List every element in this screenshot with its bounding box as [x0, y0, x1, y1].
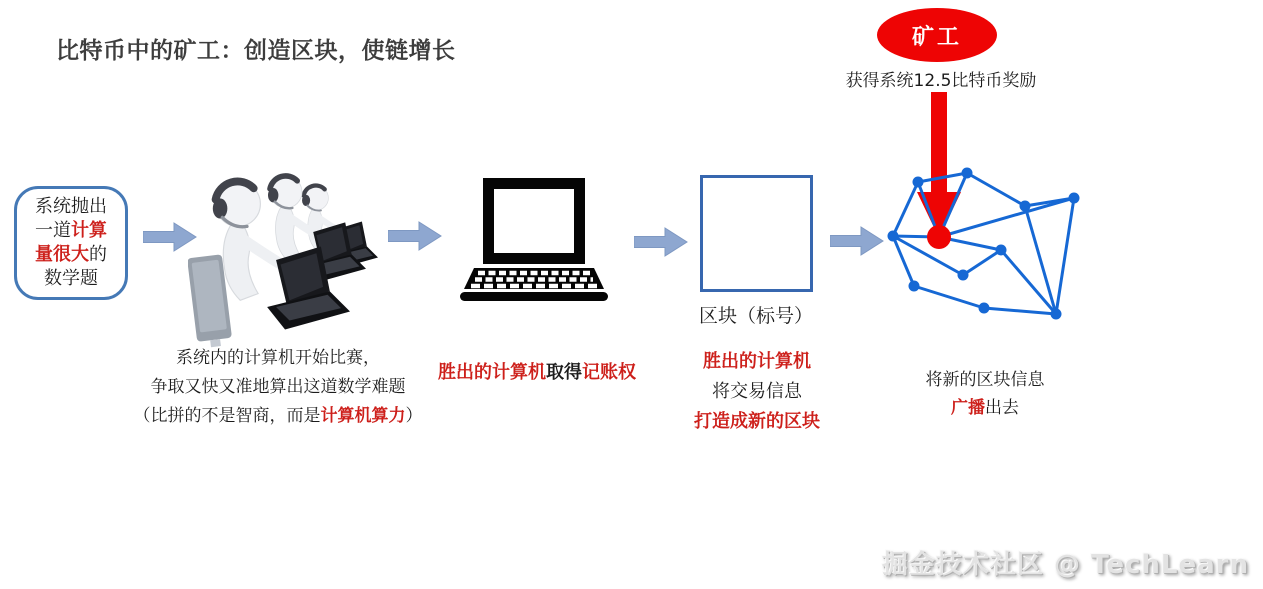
network-node	[1069, 193, 1080, 204]
math-problem-box	[14, 186, 128, 300]
miner-ellipse-badge	[877, 8, 997, 62]
watermark: 掘金技术社区 @ TechLearn	[881, 550, 1249, 580]
caption-line: 系统内的计算机开始比赛，	[176, 348, 380, 368]
network-node	[909, 281, 920, 292]
network-node	[962, 168, 973, 179]
page-title: 比特币中的矿工：创造区块，使链增长	[56, 38, 456, 64]
problem-box-line: 数学题	[44, 268, 98, 289]
caption-line: 广播出去	[951, 398, 1019, 418]
caption-line: 将新的区块信息	[925, 370, 1045, 390]
block-caption	[686, 347, 828, 437]
problem-box-line: 量很大的	[35, 244, 107, 265]
network-node	[1020, 201, 1031, 212]
miner-label: 矿工	[911, 24, 962, 50]
network-node	[888, 231, 899, 242]
winner-caption	[427, 361, 647, 385]
miner-reward-text: 获得系统12.5比特币奖励	[845, 71, 1037, 91]
caption-line: 将交易信息	[712, 381, 802, 402]
caption-line: 打造成新的区块	[694, 411, 820, 432]
caption-line: 胜出的计算机	[703, 351, 811, 372]
caption-line: （比拼的不是智商，而是计算机算力）	[133, 406, 423, 426]
block-square	[700, 175, 813, 292]
flow-arrow-right-icon	[634, 227, 688, 257]
network-node-highlighted	[927, 225, 951, 249]
laptop-icon	[458, 176, 610, 304]
network-node	[979, 303, 990, 314]
network-graph	[870, 160, 1085, 325]
block-label: 区块（标号）	[698, 305, 813, 327]
network-node	[958, 270, 969, 281]
people-at-computers-illustration	[188, 158, 393, 348]
caption-line: 胜出的计算机取得记账权	[438, 362, 636, 383]
network-node	[1051, 309, 1062, 320]
competition-caption	[128, 344, 428, 431]
network-node	[996, 245, 1007, 256]
problem-box-line: 一道计算	[35, 220, 107, 241]
flow-arrow-right-icon	[388, 221, 442, 251]
network-node	[913, 177, 924, 188]
caption-line: 争取又快又准地算出这道数学难题	[150, 377, 406, 397]
broadcast-caption	[885, 366, 1085, 422]
problem-box-line: 系统抛出	[35, 196, 107, 217]
